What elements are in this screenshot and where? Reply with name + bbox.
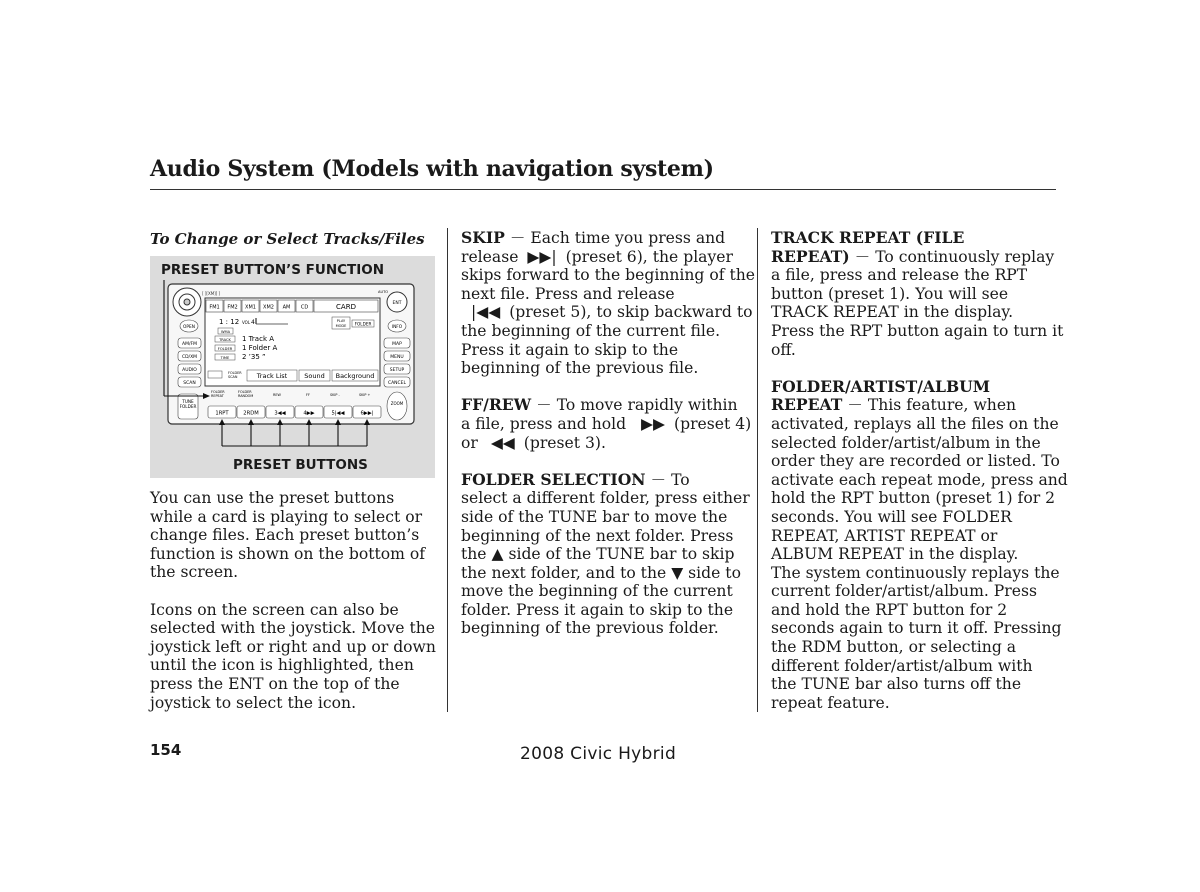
fast-forward-icon: ▶▶ (641, 414, 666, 433)
column-divider-1 (447, 228, 448, 712)
svg-text:5|◀◀: 5|◀◀ (331, 410, 345, 417)
svg-text:REPEAT: REPEAT (211, 394, 224, 398)
down-triangle-icon: ▼ (671, 563, 684, 582)
svg-text:FOLDER: FOLDER (354, 321, 372, 327)
track-repeat-paragraph: TRACK REPEAT (FILE REPEAT) － To continuously replay a file, press and release the RPT button (preset 1). You will see TRACK REPEAT in the display. Press the RPT button again to turn it off. (771, 228, 1064, 359)
svg-text:PLAY: PLAY (336, 319, 346, 323)
page-number: 154 (150, 741, 182, 759)
skip-term: SKIP (461, 228, 505, 247)
svg-text:AM/FM: AM/FM (182, 342, 197, 347)
ffrew-paragraph: FF/REW － To move rapidly within a file, press and hold ▶▶ (preset 4) or ◀◀ (preset 3). (461, 395, 752, 452)
svg-text:1RPT: 1RPT (215, 410, 229, 417)
svg-text:FF: FF (306, 393, 310, 397)
figure-top-label: PRESET BUTTON’S FUNCTION (161, 262, 385, 278)
svg-text:FOLDER: FOLDER (179, 404, 197, 409)
svg-text:AM: AM (282, 304, 291, 311)
svg-text:CD/XM: CD/XM (181, 355, 198, 360)
skip-paragraph: SKIP － Each time you press and release ▶▶| (preset 6), the player skips forward to the beginning of the next file. Press and release |◀◀ (preset 5), to skip backward to the beginning of the current file. Press it again to skip to the beginning of the previous file. (461, 228, 756, 378)
svg-text:AUDIO: AUDIO (182, 368, 197, 373)
svg-text:RANDOM: RANDOM (238, 394, 254, 398)
rewind-icon: ◀◀ (490, 433, 515, 452)
svg-text:ZOOM: ZOOM (390, 401, 404, 406)
col1-text (150, 489, 440, 731)
figure-bottom-label: PRESET BUTTONS (233, 457, 368, 473)
svg-text:FM2: FM2 (227, 304, 238, 311)
svg-text:TIME: TIME (220, 355, 230, 360)
svg-text:SKIP -: SKIP - (330, 393, 340, 397)
svg-text:WMA: WMA (220, 329, 231, 334)
svg-text:3◀◀: 3◀◀ (274, 410, 286, 417)
svg-text:6▶▶|: 6▶▶| (360, 410, 374, 417)
svg-text:CARD: CARD (336, 303, 356, 311)
column-divider-2 (757, 228, 758, 712)
svg-text:FOLDER: FOLDER (238, 390, 252, 394)
svg-text:REW: REW (273, 393, 281, 397)
ffrew-dash: － (536, 396, 552, 415)
svg-text:TRACK: TRACK (219, 337, 231, 342)
folder-selection-dash: － (650, 470, 667, 489)
radio-diagram (150, 256, 435, 478)
col1-paragraph-1: You can use the preset buttons while a card is playing to select or change files. Each preset button’s function is shown on the bottom of the screen. (150, 489, 426, 582)
folder-repeat-paragraph: FOLDER/ARTIST/ALBUM REPEAT － This feature, when activated, replays all the files on the selected folder/artist/album in the order they are recorded or listed. To activate each repeat mode, press and hold the RPT button (preset 1) for 2 seconds. You will see FOLDER REPEAT, ARTIST REPEAT or ALBUM REPEAT in the display. The system continuously replays the current folder/artist/album. Press and hold the RPT button for 2 seconds again to turn it off. Pressing the RDM button, or selecting a different folder/artist/album with the TUNE bar also turns off the repeat feature. (771, 376, 1068, 712)
up-triangle-icon: ▲ (491, 545, 504, 564)
svg-text:SKIP +: SKIP + (359, 393, 371, 397)
svg-text:OPEN: OPEN (183, 325, 195, 330)
source-buttons (206, 300, 378, 312)
svg-text:INFO: INFO (391, 325, 403, 330)
svg-text:4▶▶: 4▶▶ (303, 410, 315, 417)
track-repeat-term-2: REPEAT) (771, 246, 850, 266)
svg-text:[ ][XM][ ]: [ ][XM][ ] (202, 291, 221, 296)
svg-text:Sound: Sound (304, 372, 325, 380)
svg-text:XM1: XM1 (245, 304, 256, 311)
skip-back-icon: |◀◀ (471, 303, 501, 322)
ent-label: ENT (392, 301, 402, 306)
skip-forward-icon: ▶▶| (527, 247, 557, 266)
svg-text:SCAN: SCAN (228, 375, 238, 379)
section-heading: To Change or Select Tracks/Files (150, 230, 425, 248)
footer-model: 2008 Civic Hybrid (520, 744, 677, 764)
svg-text:CANCEL: CANCEL (387, 381, 407, 386)
svg-text:TUNE: TUNE (182, 399, 194, 404)
svg-text:MODE: MODE (335, 324, 347, 328)
folder-selection-paragraph: FOLDER SELECTION － To select a different folder, press either side of the TUNE bar to move the beginning of the next folder. Press the ▲ side of the TUNE bar to skip the next folder, and to the ▼ side to move the beginning of the current folder. Press it again to skip to the beginning of the previous folder. (461, 469, 750, 638)
svg-text:1 Track A: 1 Track A (242, 335, 275, 343)
svg-text:MENU: MENU (390, 355, 404, 360)
col2-text (461, 229, 755, 638)
svg-text:FOLDER: FOLDER (211, 390, 225, 394)
col1-paragraph-2: Icons on the screen can also be selected with the joystick. Move the joystick left or right and up or down until the icon is highlighted, then press the ENT on the top of the joystick to select the icon. (150, 600, 436, 712)
col3-text (771, 229, 1068, 712)
svg-text:2RDM: 2RDM (243, 410, 259, 417)
svg-text:VOL: VOL (242, 320, 251, 325)
svg-text:XM2: XM2 (263, 304, 274, 311)
folder-repeat-term-2: REPEAT (771, 395, 843, 415)
svg-text:4: 4 (251, 319, 255, 326)
title-rule (150, 189, 1056, 190)
radio-figure (150, 256, 435, 478)
folder-selection-term: FOLDER SELECTION (461, 469, 646, 489)
skip-dash: － (509, 229, 526, 247)
svg-text:SETUP: SETUP (389, 368, 405, 373)
svg-text:SCAN: SCAN (183, 381, 196, 386)
svg-text:AUTO: AUTO (378, 290, 389, 294)
svg-text:1 Folder A: 1 Folder A (242, 344, 278, 352)
folder-repeat-dash: － (847, 396, 863, 415)
track-repeat-dash: － (854, 247, 871, 266)
svg-text:MAP: MAP (392, 342, 402, 347)
svg-text:CD: CD (300, 304, 309, 311)
svg-text:FM1: FM1 (209, 304, 220, 311)
svg-text:Track List: Track List (256, 372, 288, 380)
svg-text:FOLDER: FOLDER (228, 371, 242, 375)
svg-text:Background: Background (335, 372, 375, 380)
svg-text:2 ’35 ”: 2 ’35 ” (242, 353, 266, 361)
folder-repeat-term-1: FOLDER/ARTIST/ALBUM (771, 376, 991, 396)
page-title: Audio System (Models with navigation system) (150, 156, 714, 182)
svg-text:FOLDER: FOLDER (217, 346, 233, 351)
track-repeat-term-1: TRACK REPEAT (FILE (771, 228, 965, 247)
svg-text:1 : 12: 1 : 12 (219, 318, 240, 326)
preset-callout (222, 423, 367, 446)
ffrew-term: FF/REW (461, 395, 532, 415)
